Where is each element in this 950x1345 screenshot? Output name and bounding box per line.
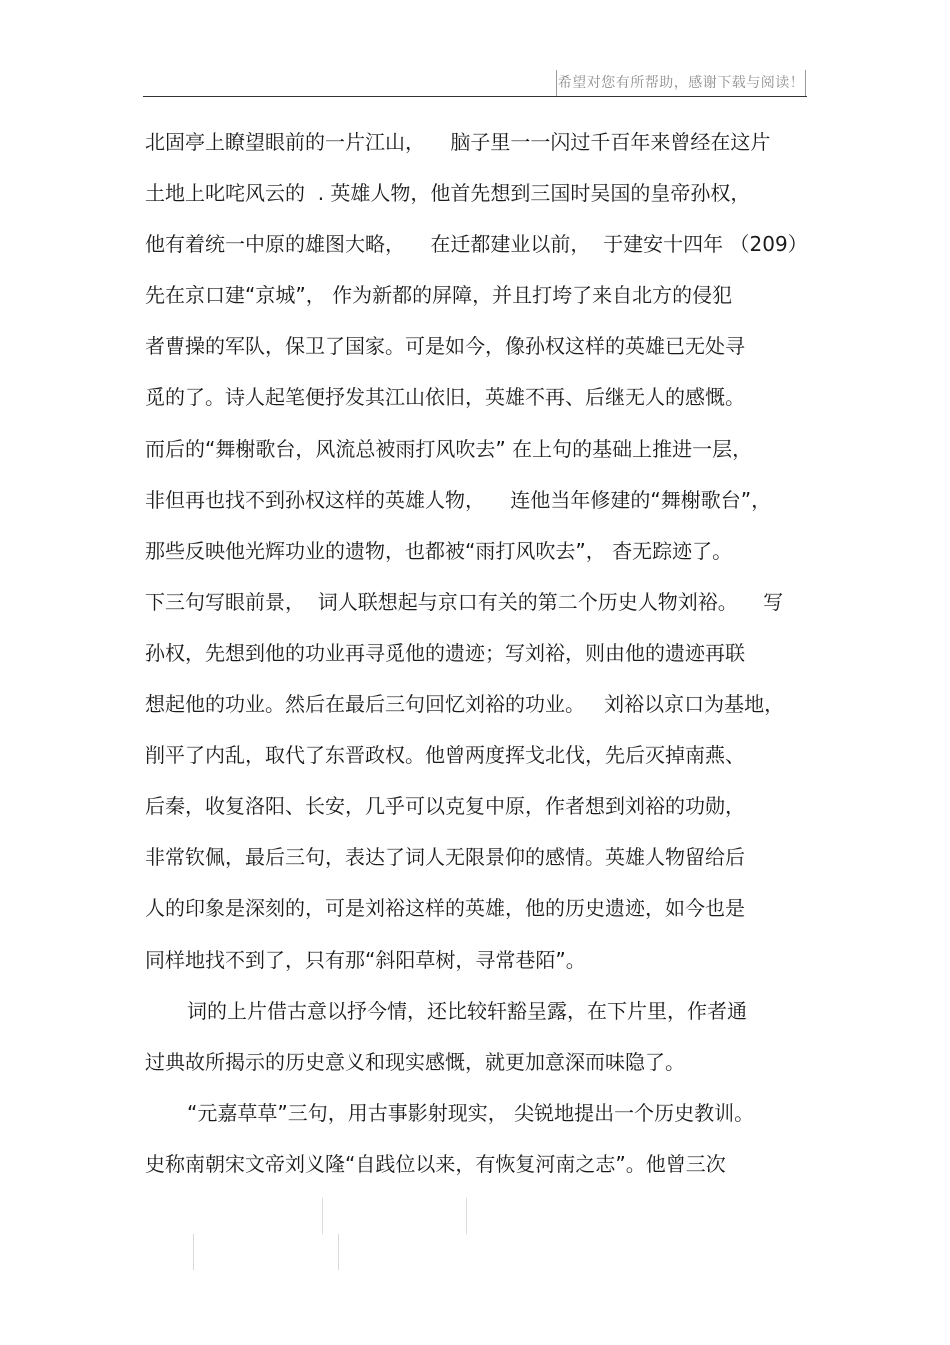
text-line: 那些反映他光辉功业的遗物，也都被“雨打风吹去”， 杳无踪迹了。 xyxy=(145,538,733,563)
scan-artifact-line xyxy=(466,1198,467,1234)
text-line: 他有着统一中原的雄图大略， 在迁都建业以前， 于建安十四年 （209） xyxy=(145,232,808,257)
text-line: 非但再也找不到孙权这样的英雄人物， 连他当年修建的“舞榭歌台”， xyxy=(145,487,772,512)
text-line: 而后的“舞榭歌台，风流总被雨打风吹去” 在上句的基础上推进一层， xyxy=(145,436,753,461)
text-line: 下三句写眼前景， 词人联想起与京口有关的第二个历史人物刘裕。 写 xyxy=(145,589,784,614)
text-line: 史称南朝宋文帝刘义隆“自践位以来，有恢复河南之志”。他曾三次 xyxy=(145,1151,726,1176)
text-line: 削平了内乱，取代了东晋政权。他曾两度挥戈北伐，先后灭掉南燕、 xyxy=(145,743,745,768)
header-banner: 希望对您有所帮助，感谢下载与阅读！ xyxy=(556,70,806,96)
text-line: 想起他的功业。然后在最后三句回忆刘裕的功业。 刘裕以京口为基地， xyxy=(145,692,785,717)
text-line: 者曹操的军队，保卫了国家。可是如今，像孙权这样的英雄已无处寻 xyxy=(145,334,745,359)
text-line: 同样地找不到了，只有那“斜阳草树，寻常巷陌”。 xyxy=(145,947,586,972)
text-line: 孙权，先想到他的功业再寻觅他的遗迹；写刘裕，则由他的遗迹再联 xyxy=(145,640,745,665)
text-line: 北固亭上瞭望眼前的一片江山， 脑子里一一闪过千百年来曾经在这片 xyxy=(145,130,771,154)
paragraph-start-line: 词的上片借古意以抒今情，还比较轩豁呈露，在下片里，作者通 xyxy=(187,998,747,1023)
scan-artifact-line xyxy=(322,1198,323,1234)
paragraph-start-line: “元嘉草草”三句，用古事影射现实， 尖锐地提出一个历史教训。 xyxy=(187,1100,755,1125)
text-line: 土地上叱咤风云的 . 英雄人物，他首先想到三国时吴国的皇帝孙权， xyxy=(145,181,751,206)
text-line: 人的印象是深刻的，可是刘裕这样的英雄，他的历史遗迹，如今也是 xyxy=(145,896,745,921)
scan-artifact-line xyxy=(338,1234,339,1270)
header-rule xyxy=(143,96,807,97)
scan-artifact-line xyxy=(193,1234,194,1270)
text-line: 觅的了。诗人起笔便抒发其江山依旧，英雄不再、后继无人的感慨。 xyxy=(145,385,745,410)
body-text xyxy=(145,124,817,1197)
text-line: 过典故所揭示的历史意义和现实感慨，就更加意深而味隐了。 xyxy=(145,1049,685,1074)
text-line: 后秦，收复洛阳、长安，几乎可以克复中原，作者想到刘裕的功勋， xyxy=(145,794,745,819)
text-line: 非常钦佩，最后三句，表达了词人无限景仰的感情。英雄人物留给后 xyxy=(145,845,745,870)
text-line: 先在京口建“京城”， 作为新都的屏障，并且打垮了来自北方的侵犯 xyxy=(145,283,733,308)
